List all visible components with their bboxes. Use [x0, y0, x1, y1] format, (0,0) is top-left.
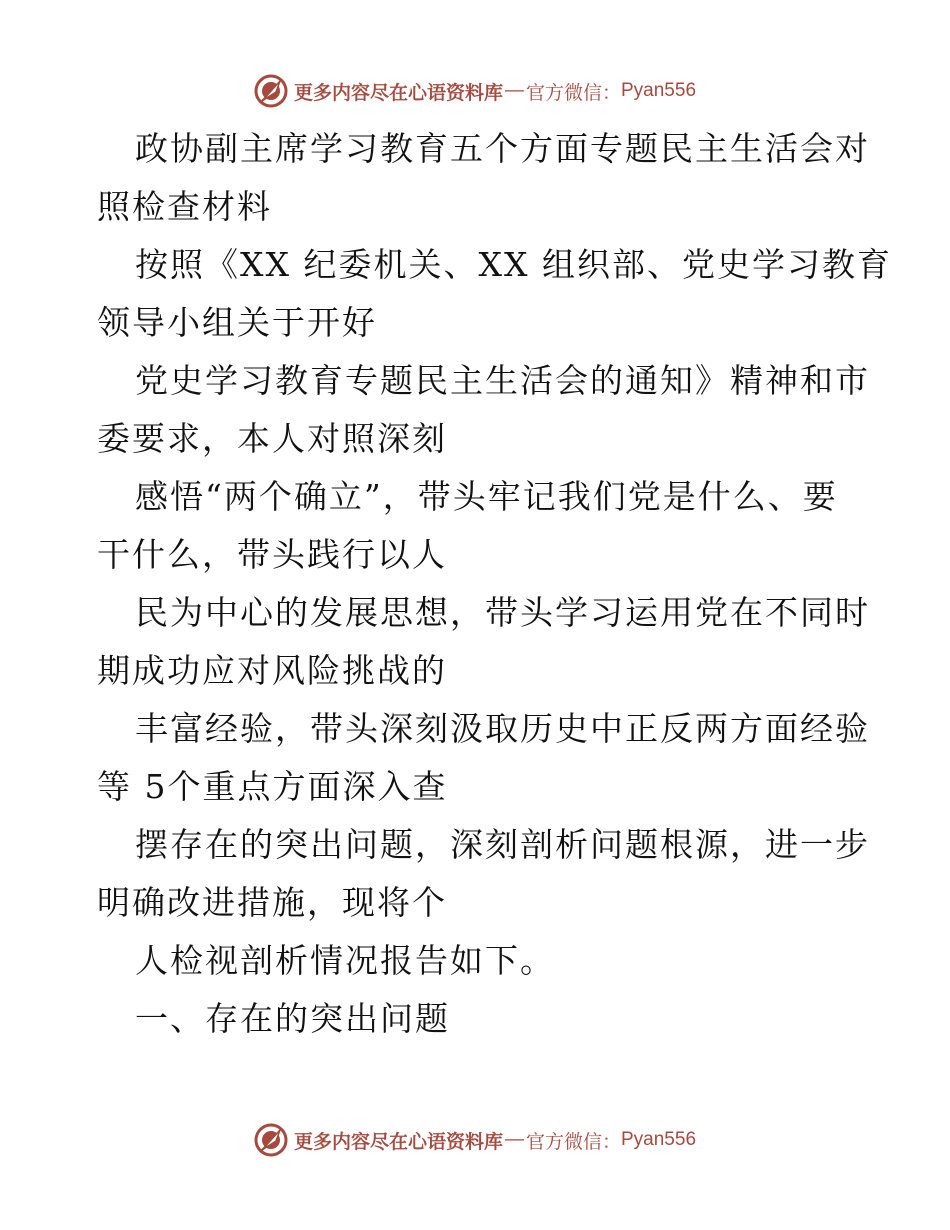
watermark-text: 更多内容尽在心语资料库 — [293, 81, 503, 104]
footer-watermark — [0, 1120, 950, 1160]
paragraph-line: 摆存在的突出问题，深刻剖析问题根源，进一步 — [135, 825, 870, 864]
paragraph-line: 明确改进措施，现将个 — [97, 883, 447, 922]
paragraph-line: 干什么，带头践行以人 — [97, 535, 447, 574]
paragraph-line: 委要求，本人对照深刻 — [97, 419, 447, 458]
paragraph-line: 人检视剖析情况报告如下。 — [135, 941, 555, 980]
header-watermark — [0, 71, 950, 111]
paragraph-line: 民为中心的发展思想，带头学习运用党在不同时 — [135, 593, 870, 632]
section-heading: 一、存在的突出问题 — [135, 999, 450, 1038]
paragraph-line: 等 5个重点方面深入查 — [97, 767, 448, 806]
paragraph-line: 感悟“两个确立”，带头牢记我们党是什么、要 — [135, 477, 838, 516]
paragraph-line: 党史学习教育专题民主生活会的通知》精神和市 — [135, 361, 870, 400]
paragraph-line: 丰富经验，带头深刻汲取历史中正反两方面经验 — [135, 709, 870, 748]
watermark-wechat-label: 官方微信： — [525, 81, 621, 104]
document-body — [97, 120, 892, 1048]
quill-logo-icon — [254, 1123, 288, 1157]
paragraph-line: 按照《XX 纪委机关、XX 组织部、党史学习教育 — [135, 245, 892, 284]
document-title-line-1: 政协副主席学习教育五个方面专题民主生活会对 — [135, 129, 870, 168]
watermark-text: 更多内容尽在心语资料库 — [293, 1130, 503, 1153]
watermark-wechat-id: Pyan556 — [621, 80, 697, 101]
document-title-line-2: 照检查材料 — [97, 187, 272, 226]
watermark-wechat-label: 官方微信： — [525, 1130, 621, 1153]
quill-logo-icon — [254, 74, 288, 108]
paragraph-line: 期成功应对风险挑战的 — [97, 651, 447, 690]
watermark-dash: — — [504, 80, 524, 101]
paragraph-line: 领导小组关于开好 — [97, 303, 377, 342]
watermark-wechat-id: Pyan556 — [621, 1129, 697, 1150]
watermark-dash: — — [504, 1129, 524, 1150]
